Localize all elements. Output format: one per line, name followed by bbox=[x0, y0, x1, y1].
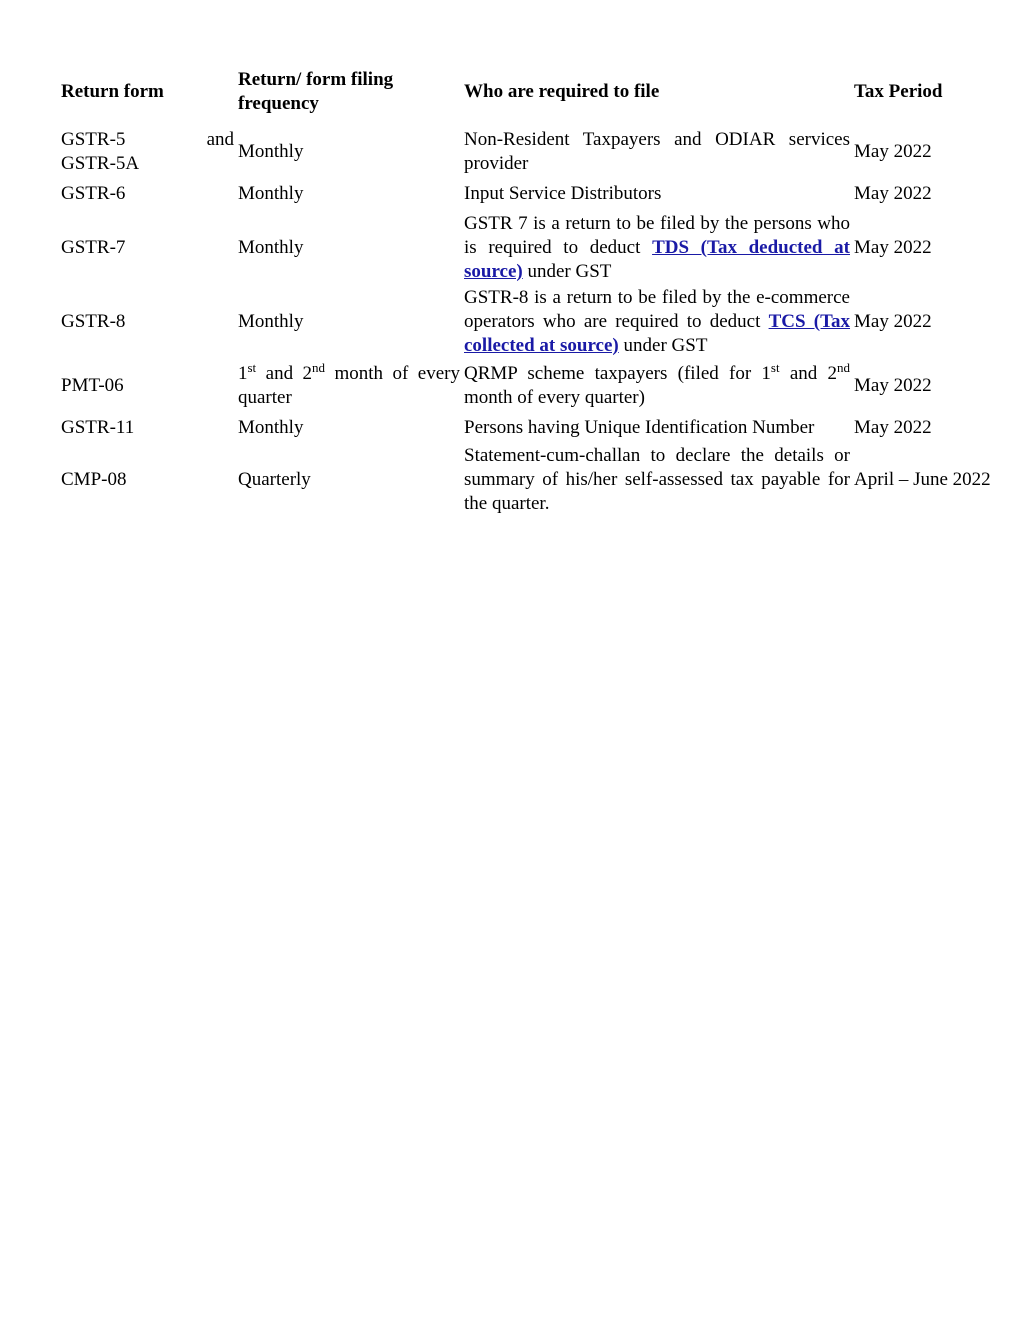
table-row bbox=[59, 284, 1012, 360]
table-row bbox=[59, 128, 1012, 176]
tds-link[interactable]: TDS (Tax deducted at source) bbox=[464, 237, 850, 282]
table-header-row bbox=[59, 68, 1012, 128]
table-row bbox=[59, 176, 1012, 212]
frequency-cell: Monthly bbox=[238, 237, 304, 258]
frequency-cell: Monthly bbox=[238, 183, 304, 204]
table-row bbox=[59, 212, 1012, 284]
tax-period-cell: May 2022 bbox=[854, 311, 932, 332]
frequency-text: month of every quarter bbox=[238, 363, 460, 408]
who-files-text: and 2 bbox=[779, 363, 837, 384]
header-who-files: Who are required to file bbox=[464, 81, 660, 102]
gst-returns-table bbox=[59, 68, 1012, 516]
header-tax-period: Tax Period bbox=[854, 81, 943, 102]
tax-period-cell: May 2022 bbox=[854, 141, 932, 162]
return-form-cell bbox=[59, 128, 236, 176]
who-files-text: GSTR-8 is a return to be filed by the e-commerce operators who are required to deduct bbox=[464, 287, 850, 332]
return-form-cell: GSTR-7 bbox=[61, 237, 126, 258]
who-files-cell bbox=[462, 284, 852, 360]
table-row bbox=[59, 444, 1012, 516]
who-files-text: GSTR 7 is a return to be filed by the persons who is required to deduct bbox=[464, 213, 850, 258]
who-files-cell: Non-Resident Taxpayers and ODIAR services provider bbox=[464, 129, 850, 174]
frequency-text: 1 bbox=[238, 363, 248, 384]
tax-period-cell: May 2022 bbox=[854, 375, 932, 396]
who-files-cell: Statement-cum-challan to declare the details or summary of his/her self-assessed tax payable for the quarter. bbox=[464, 445, 850, 514]
tcs-link[interactable]: TCS (Tax collected at source) bbox=[464, 311, 851, 356]
who-files-cell bbox=[462, 360, 852, 412]
frequency-text: and 2 bbox=[256, 363, 313, 384]
frequency-cell: Monthly bbox=[238, 311, 304, 332]
header-return-form: Return form bbox=[61, 81, 164, 102]
frequency-cell: Monthly bbox=[238, 417, 304, 438]
ordinal-suffix: st bbox=[247, 360, 257, 375]
who-files-text: under GST bbox=[522, 261, 612, 282]
return-form-cell: GSTR-6 bbox=[61, 183, 126, 204]
ordinal-suffix: nd bbox=[312, 360, 326, 375]
ordinal-suffix: nd bbox=[837, 360, 850, 375]
table-row bbox=[59, 412, 1012, 444]
who-files-cell: Persons having Unique Identification Number bbox=[464, 417, 815, 438]
tax-period-cell: April – June 2022 bbox=[854, 469, 991, 490]
header-filing-frequency: Return/ form filing frequency bbox=[238, 69, 394, 114]
return-form-cell: PMT-06 bbox=[61, 375, 124, 396]
return-form-conjunction: and bbox=[206, 129, 234, 150]
who-files-text: under GST bbox=[618, 335, 708, 356]
tax-period-cell: May 2022 bbox=[854, 183, 932, 204]
who-files-cell: Input Service Distributors bbox=[464, 183, 662, 204]
return-form-cell: CMP-08 bbox=[61, 469, 127, 490]
who-files-cell bbox=[462, 212, 852, 284]
table-row bbox=[59, 360, 1012, 412]
tax-period-cell: May 2022 bbox=[854, 417, 932, 438]
who-files-text: QRMP scheme taxpayers (filed for 1 bbox=[464, 363, 771, 384]
return-form-name: GSTR-5 bbox=[61, 129, 126, 150]
return-form-name: GSTR-5A bbox=[61, 153, 140, 174]
frequency-cell: Monthly bbox=[238, 141, 304, 162]
frequency-cell: Quarterly bbox=[238, 469, 311, 490]
frequency-cell bbox=[236, 360, 462, 412]
ordinal-suffix: st bbox=[770, 360, 780, 375]
tax-period-cell: May 2022 bbox=[854, 237, 932, 258]
return-form-cell: GSTR-11 bbox=[61, 417, 135, 438]
who-files-text: month of every quarter) bbox=[464, 387, 645, 408]
return-form-cell: GSTR-8 bbox=[61, 311, 126, 332]
